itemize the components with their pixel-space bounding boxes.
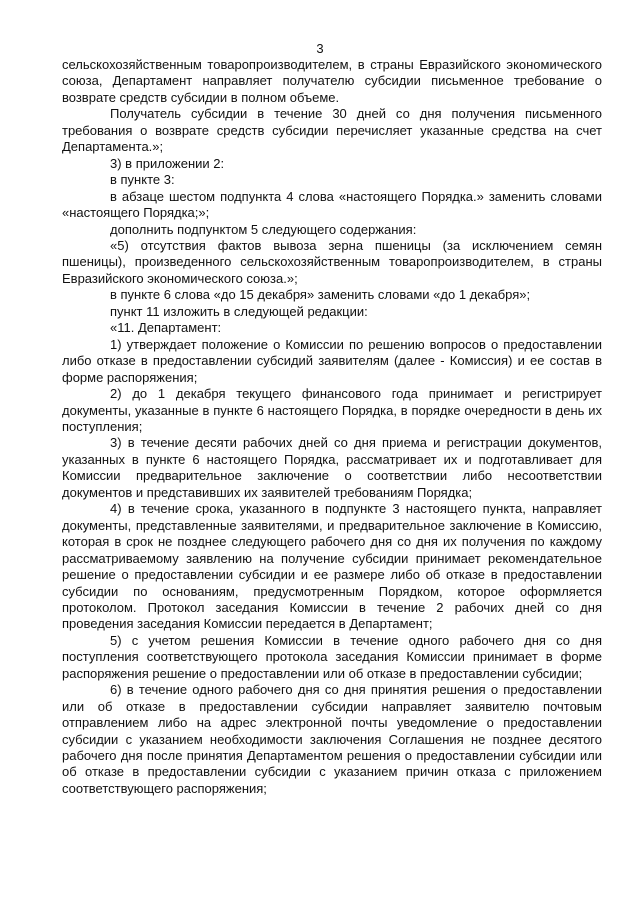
paragraph: 3) в течение десяти рабочих дней со дня приема и регистрации документов, указанных в пункте 6 настоящего Порядка, рассматривает их и подготавливает для Комиссии предварительное заключение о соответствии либо несоответствии документов и представивших их заявителей требованиям Порядка; bbox=[62, 435, 602, 500]
paragraph: 1) утверждает положение о Комиссии по решению вопросов о предоставлении либо отказе в предоставлении субсидий заявителям (далее - Комиссия) и ее состав в форме распоряжения; bbox=[62, 336, 602, 385]
paragraph: 4) в течение срока, указанного в подпункте 3 настоящего пункта, направляет документы, представленные заявителями, и предварительное заключение в Комиссию, которая в срок не позднее следующего рабочего дня со дня их получения по каждому рассматриваемому заявлению на получение субсидии принимает рекомендательное решение о предоставлении субсидии и ее размере либо об отказе в предоставлении субсидии по основаниям, предусмотренным Порядком, которое оформляется протоколом. Протокол заседания Комиссии в течение 2 рабочих дней со дня проведения заседания Комиссии передается в Департамент; bbox=[62, 501, 602, 632]
paragraph: 5) с учетом решения Комиссии в течение одного рабочего дня со дня поступления соответствующего протокола заседания Комиссии принимает в форме распоряжения решение о предоставлении или об отказе в предоставлении субсидии; bbox=[62, 632, 602, 681]
paragraph: 3) в приложении 2: bbox=[110, 155, 225, 171]
paragraph: Получатель субсидии в течение 30 дней со дня получения письменного требования о возврате средств субсидии перечисляет указанные средства на счет Департамента.»; bbox=[62, 106, 602, 155]
paragraph: «11. Департамент: bbox=[110, 320, 222, 336]
paragraph: «5) отсутствия фактов вывоза зерна пшеницы (за исключением семян пшеницы), произведенного сельскохозяйственным товаропроизводителем, в страны Евразийского экономического союза.»; bbox=[62, 237, 602, 286]
page-number: 3 bbox=[316, 41, 324, 56]
paragraph: сельскохозяйственным товаропроизводителем, в страны Евразийского экономического союза, Департамент направляет получателю субсидии письменное требование о возврате средств субсидии в полном объеме. bbox=[62, 57, 602, 105]
paragraph: в пункте 6 слова «до 15 декабря» заменить словами «до 1 декабря»; bbox=[110, 287, 531, 303]
paragraph: в абзаце шестом подпункта 4 слова «настоящего Порядка.» заменить словами «настоящего Порядка;»; bbox=[62, 188, 602, 221]
paragraph: 6) в течение одного рабочего дня со дня принятия решения о предоставлении или об отказе в предоставлении субсидии направляет заявителю почтовым отправлением либо на адрес электронной почты уведомление о предоставлении субсидии с указанием необходимости заключения Соглашения не позднее десятого рабочего дня после принятия Департаментом решения о предоставлении субсидии или об отказе в предоставлении субсидии с указанием причин отказа с приложением соответствующего распоряжения; bbox=[62, 682, 602, 796]
paragraph: пункт 11 изложить в следующей редакции: bbox=[110, 303, 368, 319]
paragraph: дополнить подпунктом 5 следующего содержания: bbox=[110, 221, 417, 237]
paragraph: в пункте 3: bbox=[110, 172, 175, 188]
paragraph: 2) до 1 декабря текущего финансового года принимает и регистрирует документы, указанные в пункте 6 настоящего Порядка, в порядке очередности в день их поступления; bbox=[62, 386, 602, 434]
document-body bbox=[62, 57, 602, 797]
